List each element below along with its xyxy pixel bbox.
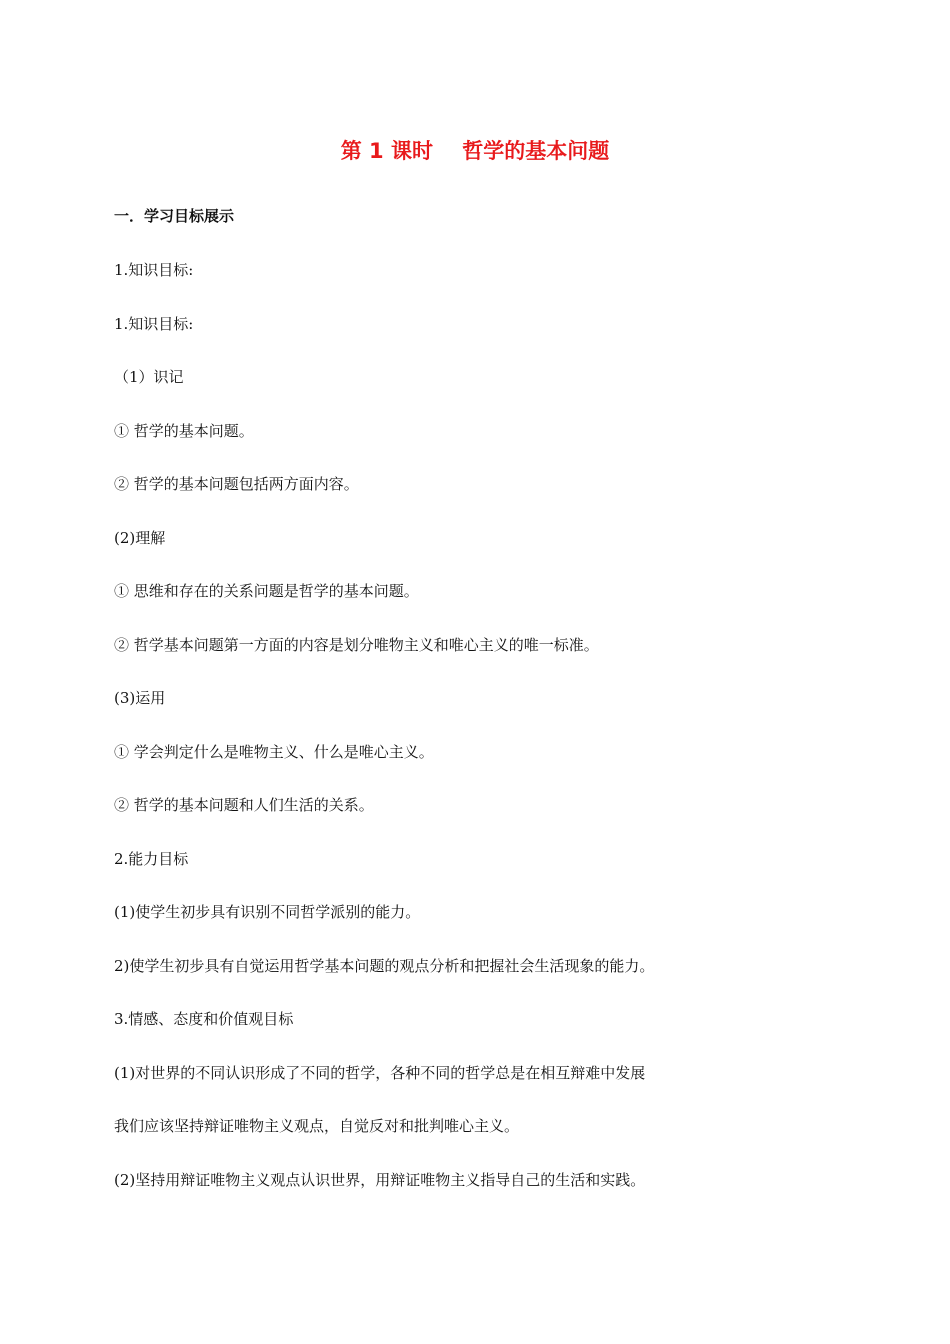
- list-item: (2)坚持用辩证唯物主义观点认识世界，用辩证唯物主义指导自己的生活和实践。: [114, 1171, 646, 1189]
- section-heading: 一．学习目标展示: [114, 207, 235, 225]
- subheading-understand: (2)理解: [114, 529, 166, 547]
- list-item: ② 哲学的基本问题包括两方面内容。: [114, 475, 359, 493]
- list-item-continuation: 我们应该坚持辩证唯物主义观点，自觉反对和批判唯心主义。: [114, 1117, 520, 1135]
- list-item: ① 思维和存在的关系问题是哲学的基本问题。: [114, 582, 419, 600]
- subheading-memorize: （1）识记: [114, 368, 184, 386]
- list-item: ① 哲学的基本问题。: [114, 422, 254, 440]
- list-item: 2)使学生初步具有自觉运用哲学基本问题的观点分析和把握社会生活现象的能力。: [114, 957, 655, 975]
- list-item: (1)使学生初步具有识别不同哲学派别的能力。: [114, 903, 421, 921]
- list-item: ② 哲学的基本问题和人们生活的关系。: [114, 796, 374, 814]
- knowledge-goal-label-repeat: 1.知识目标:: [114, 315, 194, 333]
- ability-goal-label: 2.能力目标: [114, 850, 189, 868]
- list-item: (1)对世界的不同认识形成了不同的哲学，各种不同的哲学总是在相互辩难中发展: [114, 1064, 646, 1082]
- values-goal-label: 3.情感、态度和价值观目标: [114, 1010, 294, 1028]
- list-item: ② 哲学基本问题第一方面的内容是划分唯物主义和唯心主义的唯一标准。: [114, 636, 599, 654]
- lesson-title: 第 1 课时 哲学的基本问题: [340, 139, 610, 163]
- list-item: ① 学会判定什么是唯物主义、什么是唯心主义。: [114, 743, 434, 761]
- subheading-apply: (3)运用: [114, 689, 166, 707]
- knowledge-goal-label: 1.知识目标:: [114, 261, 194, 279]
